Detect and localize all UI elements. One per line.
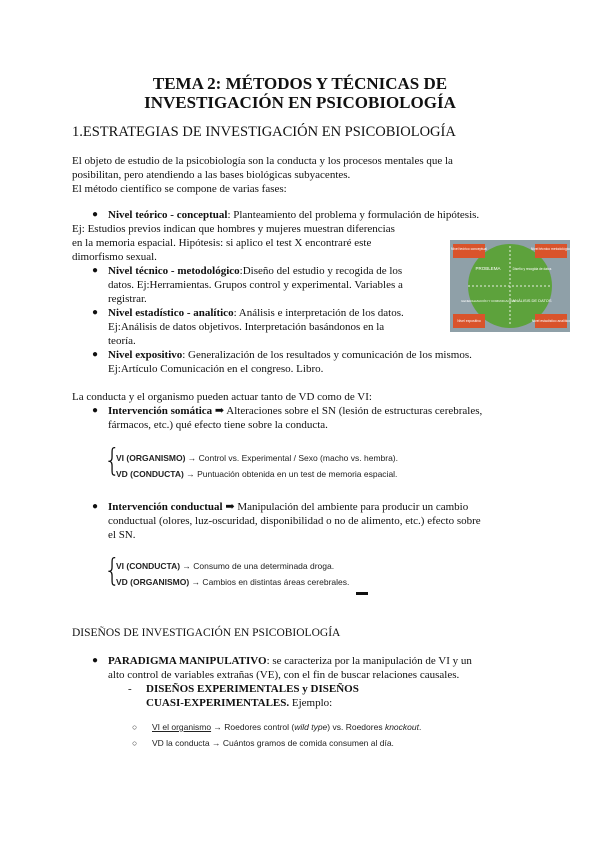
- diagram-graphic: [450, 240, 570, 332]
- bullet-icon: ●: [92, 349, 99, 360]
- dash-icon: -: [128, 683, 132, 695]
- diagram-box-label: Nivel estadístico analítico: [531, 319, 570, 323]
- intro-line: posibilitan, pero atendiendo a las bases biológicas subyacentes.: [72, 169, 351, 181]
- level-desc: : Análisis e interpretación de los datos.: [233, 307, 404, 319]
- level-name: Nivel expositivo: [108, 349, 183, 361]
- brace-icon: {: [104, 443, 121, 479]
- variables-box-behavioral: [116, 561, 349, 588]
- level-theoretical: [108, 208, 479, 222]
- bullet-icon: ●: [92, 655, 99, 666]
- variable-text: → Control vs. Experimental / Sexo (macho vs. hembra).: [185, 453, 398, 463]
- diagram-center-label: GENERALIZACIÓN Y COMUNICACIÓN: [461, 299, 515, 303]
- scientific-method-diagram: [450, 240, 570, 332]
- diagram-box-label: Nivel teórico conceptual: [451, 247, 487, 251]
- design-name: DISEÑOS EXPERIMENTALES y DISEÑOS: [146, 683, 359, 695]
- intro-line: El método científico se compone de varias fases:: [72, 183, 287, 195]
- intervention-desc: conductual (olores, luz-oscuridad, disponibilidad o no de alimento, etc.) efecto sobre: [108, 515, 481, 527]
- intervention-name: Intervención conductual ➡: [108, 501, 235, 513]
- intervention-desc: Manipulación del ambiente para producir un cambio: [234, 501, 469, 513]
- example-line: Ej: Estudios previos indican que hombres y mujeres muestran diferencias: [72, 223, 395, 235]
- level-desc: Ej:Artículo Comunicación en el congreso. Libro.: [108, 363, 324, 375]
- variable-label: VI (CONDUCTA): [116, 561, 181, 571]
- example-label: VD la conducta: [152, 738, 210, 748]
- level-desc: registrar.: [108, 293, 147, 305]
- level-statistical: [108, 306, 404, 348]
- example-text: .: [418, 722, 422, 732]
- dash-mark: [356, 592, 368, 595]
- example-text: → Cuántos gramos de comida consumen al día.: [209, 738, 394, 748]
- designs-experimental: [146, 682, 359, 710]
- variable-label: VD (CONDUCTA): [116, 469, 184, 479]
- level-desc: : Generalización de los resultados y comunicación de los mismos.: [182, 349, 472, 361]
- level-desc: : Planteamiento del problema y formulación de hipótesis.: [227, 209, 480, 221]
- designs-heading: DISEÑOS DE INVESTIGACIÓN EN PSICOBIOLOGÍA: [72, 627, 341, 639]
- variable-text: → Cambios en distintas áreas cerebrales.: [189, 577, 350, 587]
- vd-vi-intro: La conducta y el organismo pueden actuar tanto de VD como de VI:: [72, 391, 372, 403]
- brace-icon: {: [104, 553, 121, 589]
- circle-bullet-icon: ○: [132, 722, 138, 732]
- example-text: ) vs. Roedores: [327, 722, 385, 732]
- level-desc: datos. Ej:Herramientas. Grupos control y experimental. Variables a: [108, 279, 403, 291]
- title-line-2: INVESTIGACIÓN EN PSICOBIOLOGÍA: [144, 93, 456, 112]
- design-tail: Ejemplo:: [289, 697, 333, 709]
- variable-text: → Consumo de una determinada droga.: [180, 561, 335, 571]
- example-behavior: [152, 738, 394, 749]
- diagram-box-label: Nivel expositivo: [457, 319, 481, 323]
- intervention-name: Intervención somática ➡: [108, 405, 225, 417]
- bullet-icon: ●: [92, 405, 99, 416]
- variable-label: VD (ORGANISMO): [116, 577, 190, 587]
- intervention-desc: Alteraciones sobre el SN (lesión de estructuras cerebrales,: [224, 405, 483, 417]
- level-name: Nivel estadístico - analítico: [108, 307, 234, 319]
- intervention-desc: el SN.: [108, 529, 136, 541]
- level-name: Nivel técnico - metodológico: [108, 265, 240, 277]
- level-desc: teoría.: [108, 335, 136, 347]
- page-title: [0, 74, 600, 112]
- design-name: CUASI-EXPERIMENTALES.: [146, 697, 290, 709]
- intervention-behavioral: [108, 500, 481, 542]
- diagram-center-label: PROBLEMA: [475, 266, 501, 271]
- example-line: dimorfismo sexual.: [72, 251, 157, 263]
- diagram-center-label: Diseño y recogida de datos: [512, 267, 552, 271]
- diagram-box-label: Nivel técnico metodológico: [530, 247, 570, 251]
- example-label: VI el organismo: [152, 722, 212, 732]
- level-technical: [108, 264, 403, 306]
- paradigm-name: PARADIGMA MANIPULATIVO: [108, 655, 267, 667]
- example-paragraph: [72, 222, 395, 264]
- variable-text: → Puntuación obtenida en un test de memoria espacial.: [183, 469, 398, 479]
- intervention-somatic: [108, 404, 482, 432]
- paradigm-manipulative: [108, 654, 472, 682]
- paradigm-desc: : se caracteriza por la manipulación de VI y un: [266, 655, 472, 667]
- paradigm-desc: alto control de variables extrañas (VE), con el fin de buscar relaciones causales.: [108, 669, 460, 681]
- variables-box-somatic: [116, 453, 398, 480]
- intro-paragraph: [72, 154, 453, 196]
- intro-line: El objeto de estudio de la psicobiología son la conducta y los procesos mentales que la: [72, 155, 453, 167]
- bullet-icon: ●: [92, 307, 99, 318]
- circle-bullet-icon: ○: [132, 738, 138, 748]
- example-line: en la memoria espacial. Hipótesis: si aplico el test X encontraré este: [72, 237, 372, 249]
- diagram-center-label: ANÁLISIS DE DATOS: [512, 298, 552, 303]
- example-text: → Roedores control (: [211, 722, 295, 732]
- bullet-icon: ●: [92, 265, 99, 276]
- level-desc: Ej:Análisis de datos objetivos. Interpretación basándonos en la: [108, 321, 385, 333]
- level-desc: :Diseño del estudio y recogida de los: [239, 265, 403, 277]
- intervention-desc: fármacos, etc.) qué efecto tiene sobre la conducta.: [108, 419, 328, 431]
- section-heading: 1.ESTRATEGIAS DE INVESTIGACIÓN EN PSICOBIOLOGÍA: [72, 124, 456, 140]
- level-name: Nivel teórico - conceptual: [108, 209, 228, 221]
- title-line-1: TEMA 2: MÉTODOS Y TÉCNICAS DE: [152, 74, 448, 93]
- example-italic: knockout: [384, 722, 419, 732]
- level-expository: [108, 348, 472, 376]
- variable-label: VI (ORGANISMO): [116, 453, 186, 463]
- bullet-icon: ●: [92, 209, 99, 220]
- bullet-icon: ●: [92, 501, 99, 512]
- example-organism: [152, 722, 421, 733]
- example-italic: wild type: [294, 722, 328, 732]
